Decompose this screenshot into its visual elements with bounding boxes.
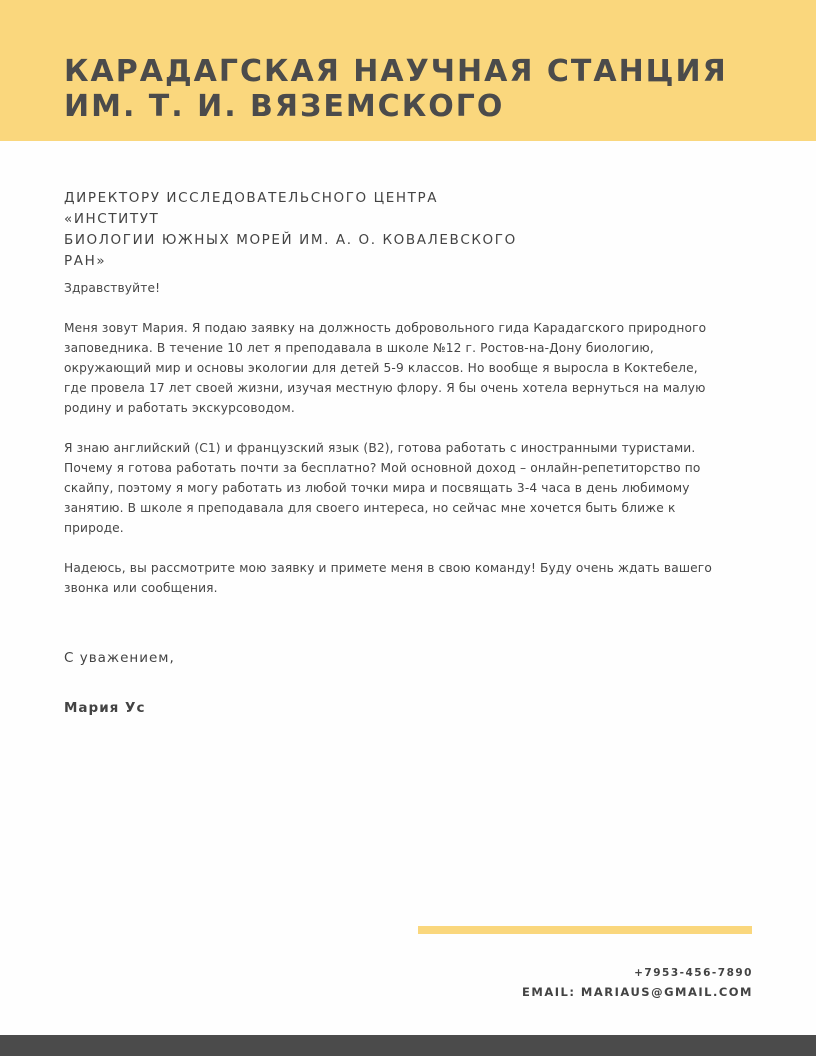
paragraph-line: окружающий мир и основы экологии для детей 5-9 классов. Но вообще я выросла в Коктебеле, bbox=[64, 361, 698, 375]
organization-title-line1: КАРАДАГСКАЯ НАУЧНАЯ СТАНЦИЯ bbox=[64, 54, 728, 89]
paragraph-skills bbox=[64, 438, 764, 538]
paragraph-line: Меня зовут Мария. Я подаю заявку на должность добровольного гида Карадагского природного bbox=[64, 321, 707, 335]
accent-divider bbox=[418, 926, 752, 934]
recipient-line1: ДИРЕКТОРУ ИССЛЕДОВАТЕЛЬСНОГО ЦЕНТРА «ИНСТИТУТ bbox=[64, 190, 439, 227]
closing: С уважением, bbox=[64, 650, 175, 666]
signature: Мария Ус bbox=[64, 700, 146, 716]
header-banner bbox=[0, 0, 816, 141]
recipient-line2: БИОЛОГИИ ЮЖНЫХ МОРЕЙ ИМ. А. О. КОВАЛЕВСКОГО bbox=[64, 232, 517, 248]
paragraph-line: где провела 17 лет своей жизни, изучая местную флору. Я бы очень хотела вернуться на малую bbox=[64, 381, 706, 395]
paragraph-conclusion bbox=[64, 558, 764, 598]
footer-bar bbox=[0, 1035, 816, 1056]
organization-title bbox=[64, 54, 764, 124]
phone-number: +7953-456-7890 bbox=[634, 967, 753, 979]
email-address: EMAIL: MARIAUS@GMAIL.COM bbox=[522, 985, 753, 999]
organization-title-line2: ИМ. Т. И. ВЯЗЕМСКОГО bbox=[64, 89, 505, 124]
paragraph-line: Почему я готова работать почти за бесплатно? Мой основной доход – онлайн-репетиторство по bbox=[64, 461, 701, 475]
greeting: Здравствуйте! bbox=[64, 281, 161, 295]
paragraph-line: Надеюсь, вы рассмотрите мою заявку и примете меня в свою команду! Буду очень ждать вашего bbox=[64, 561, 712, 575]
paragraph-line: звонка или сообщения. bbox=[64, 581, 218, 595]
paragraph-line: занятию. В школе я преподавала для своего интереса, но сейчас мне хочется быть ближе к bbox=[64, 501, 676, 515]
paragraph-line: природе. bbox=[64, 521, 124, 535]
recipient-line3: РАН» bbox=[64, 253, 107, 269]
paragraph-line: заповедника. В течение 10 лет я преподавала в школе №12 г. Ростов-на-Дону биологию, bbox=[64, 341, 654, 355]
letter-body bbox=[64, 278, 764, 618]
paragraph-line: Я знаю английский (С1) и французский язык (В2), готова работать с иностранными туристами. bbox=[64, 441, 696, 455]
paragraph-line: родину и работать экскурсоводом. bbox=[64, 401, 295, 415]
paragraph-intro bbox=[64, 318, 764, 418]
recipient-block bbox=[64, 188, 534, 272]
paragraph-line: скайпу, поэтому я могу работать из любой точки мира и посвящать 3-4 часа в день любимому bbox=[64, 481, 690, 495]
